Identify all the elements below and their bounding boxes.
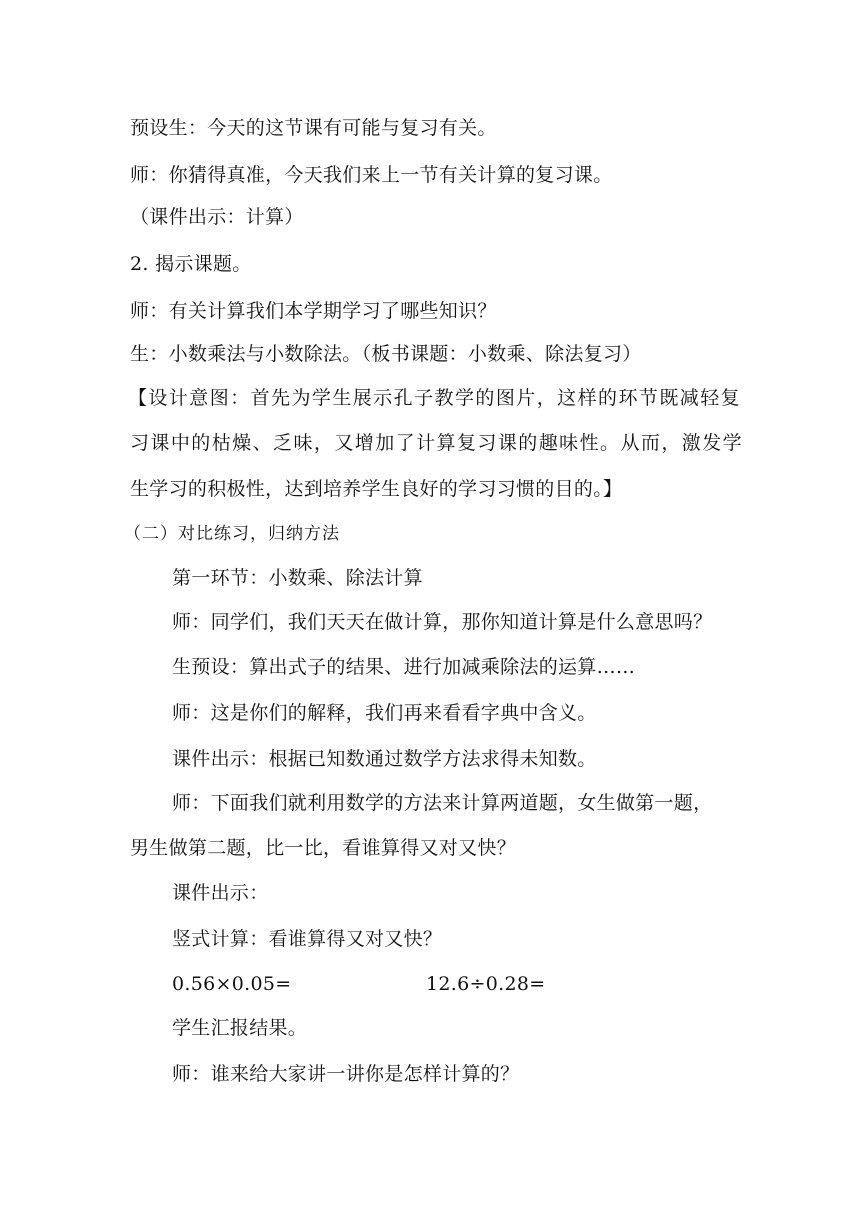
paragraph-line: 竖式计算：看谁算得又对又快？ — [172, 928, 443, 950]
paragraph-line: （课件出示：计算） — [130, 206, 304, 228]
paragraph-line: 师：下面我们就利用数学的方法来计算两道题，女生做第一题， — [172, 792, 713, 814]
design-intent-line: 生学习的积极性，达到培养学生良好的学习习惯的目的。】 — [130, 478, 623, 500]
paragraph-line: 课件出示： — [172, 882, 269, 904]
paragraph-line: 师：同学们，我们天天在做计算，那你知道计算是什么意思吗？ — [172, 611, 713, 633]
equation-division: 12.6÷0.28= — [426, 973, 546, 995]
paragraph-line: 预设生：今天的这节课有可能与复习有关。 — [130, 117, 497, 139]
paragraph-line: 生：小数乘法与小数除法。（板书课题：小数乘、除法复习） — [130, 343, 642, 365]
design-intent-line: 习课中的枯燥、乏味，又增加了计算复习课的趣味性。从而，激发学 — [130, 432, 742, 454]
section-heading: （二）对比练习，归纳方法 — [124, 524, 340, 544]
paragraph-line: 2. 揭示课题。 — [130, 253, 252, 275]
paragraph-line: 第一环节：小数乘、除法计算 — [172, 567, 423, 589]
paragraph-line: 师：有关计算我们本学期学习了哪些知识？ — [130, 300, 497, 322]
paragraph-line: 课件出示：根据已知数通过数学方法求得未知数。 — [172, 748, 597, 770]
paragraph-line: 男生做第二题，比一比，看谁算得又对又快？ — [130, 837, 517, 859]
paragraph-line: 师：这是你们的解释，我们再来看看字典中含义。 — [172, 702, 597, 724]
paragraph-line: 学生汇报结果。 — [172, 1017, 308, 1039]
equation-multiplication: 0.56×0.05= — [172, 973, 292, 995]
paragraph-line: 师：谁来给大家讲一讲你是怎样计算的？ — [172, 1063, 520, 1085]
design-intent-line: 【设计意图：首先为学生展示孔子教学的图片，这样的环节既减轻复 — [128, 387, 740, 409]
paragraph-line: 生预设：算出式子的结果、进行加减乘除法的运算…… — [172, 656, 636, 678]
equation-row — [172, 972, 732, 996]
paragraph-line: 师：你猜得真准，今天我们来上一节有关计算的复习课。 — [130, 164, 613, 186]
